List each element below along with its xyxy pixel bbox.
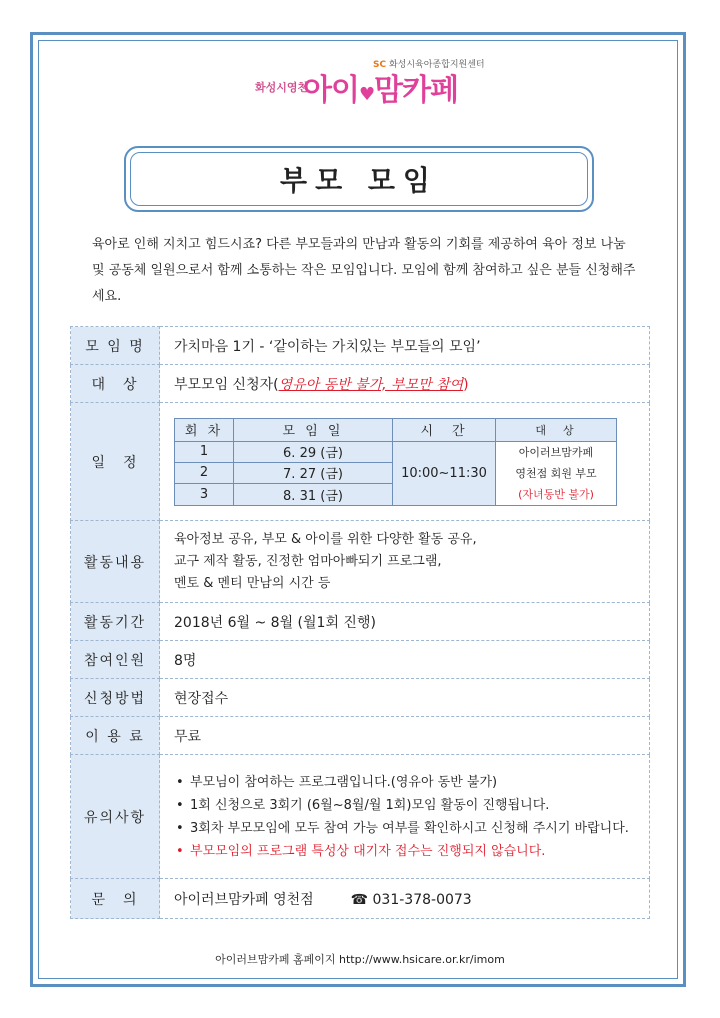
label-activities: 활동내용 [71, 521, 160, 603]
session-time: 10:00~11:30 [393, 441, 496, 505]
logo-left-text: 화성시영천 [255, 81, 309, 94]
note-item: • 1회 신청으로 3회기 (6월~8월/월 1회)모임 활동이 진행됩니다. [172, 794, 649, 817]
label-fee: 이 용 료 [71, 717, 160, 755]
header-time: 시 간 [393, 418, 496, 441]
row-apply [71, 679, 650, 717]
intro-text: 육아로 인해 지치고 힘드시죠? 다른 부모들과의 만남과 활동의 기회를 제공하여 육아 정보 나눔 및 공동체 일원으로서 함께 소통하는 작은 모임입니다. 모임에 함께 참여하고 싶은 분들 신청해주세요. [92, 237, 636, 304]
value-schedule [160, 403, 650, 521]
header-target: 대 상 [496, 418, 617, 441]
label-period: 활동기간 [71, 603, 160, 641]
session-date: 7. 27 (금) [234, 462, 393, 483]
header-session: 회 차 [175, 418, 234, 441]
session-no: 3 [175, 484, 234, 505]
row-people [71, 641, 650, 679]
label-schedule: 일 정 [71, 403, 160, 521]
row-target [71, 365, 650, 403]
contact-phone: 031-378-0073 [372, 891, 472, 908]
target-note: 영유아 동반 불가, 부모만 참여 [278, 376, 464, 393]
value-period: 2018년 6월 ~ 8월 (월1회 진행) [160, 603, 650, 641]
label-notes: 유의사항 [71, 755, 160, 879]
schedule-table [174, 418, 617, 506]
row-schedule [71, 403, 650, 521]
label-target: 대 상 [71, 365, 160, 403]
value-name: 가치마음 1기 - ‘같이하는 가치있는 부모들의 모임’ [160, 327, 650, 365]
title-inner [130, 152, 588, 206]
session-target: 아이러브맘카페 영천점 회원 부모 (자녀동반 불가) [496, 441, 617, 505]
header-date: 모 임 일 [234, 418, 393, 441]
value-target: 부모모임 신청자(영유아 동반 불가, 부모만 참여) [160, 365, 650, 403]
schedule-row [175, 441, 617, 462]
row-activities [71, 521, 650, 603]
row-period [71, 603, 650, 641]
row-fee [71, 717, 650, 755]
session-date: 8. 31 (금) [234, 484, 393, 505]
page-title: 부모 모임 [280, 164, 438, 197]
row-contact [71, 879, 650, 919]
logo-center-name: SC 화성시육아종합지원센터 [373, 60, 485, 70]
logo-brand: 아이♥맘카페 [303, 73, 459, 108]
row-name [71, 327, 650, 365]
contact-place: 아이러브맘카페 영천점 [174, 891, 314, 908]
value-activities: 육아정보 공유, 부모 & 아이를 위한 다양한 활동 공유, 교구 제작 활동, 진정한 엄마아빠되기 프로그램, 멘토 & 멘티 만남의 시간 등 [160, 521, 650, 603]
logo [255, 55, 485, 115]
note-item: • 3회차 부모모임에 모두 참여 가능 여부를 확인하시고 신청해 주시기 바랍니다. [172, 817, 649, 840]
heart-icon: ♥ [358, 84, 375, 105]
session-date: 6. 29 (금) [234, 441, 393, 462]
value-notes [160, 755, 650, 879]
session-no: 1 [175, 441, 234, 462]
footer-homepage: 아이러브맘카페 홈페이지 http://www.hsicare.or.kr/imom [215, 953, 505, 966]
schedule-header [175, 418, 617, 441]
info-table [70, 326, 650, 919]
note-highlight: • 부모모임의 프로그램 특성상 대기자 접수는 진행되지 않습니다. [172, 840, 649, 863]
label-people: 참여인원 [71, 641, 160, 679]
session-no: 2 [175, 462, 234, 483]
label-contact: 문 의 [71, 879, 160, 919]
phone-icon: ☎ [350, 891, 369, 908]
notes-list [160, 771, 649, 863]
value-people: 8명 [160, 641, 650, 679]
value-apply: 현장접수 [160, 679, 650, 717]
value-contact [160, 879, 650, 919]
note-item: • 부모님이 참여하는 프로그램입니다.(영유아 동반 불가) [172, 771, 649, 794]
label-apply: 신청방법 [71, 679, 160, 717]
label-name: 모 임 명 [71, 327, 160, 365]
value-fee: 무료 [160, 717, 650, 755]
row-notes [71, 755, 650, 879]
